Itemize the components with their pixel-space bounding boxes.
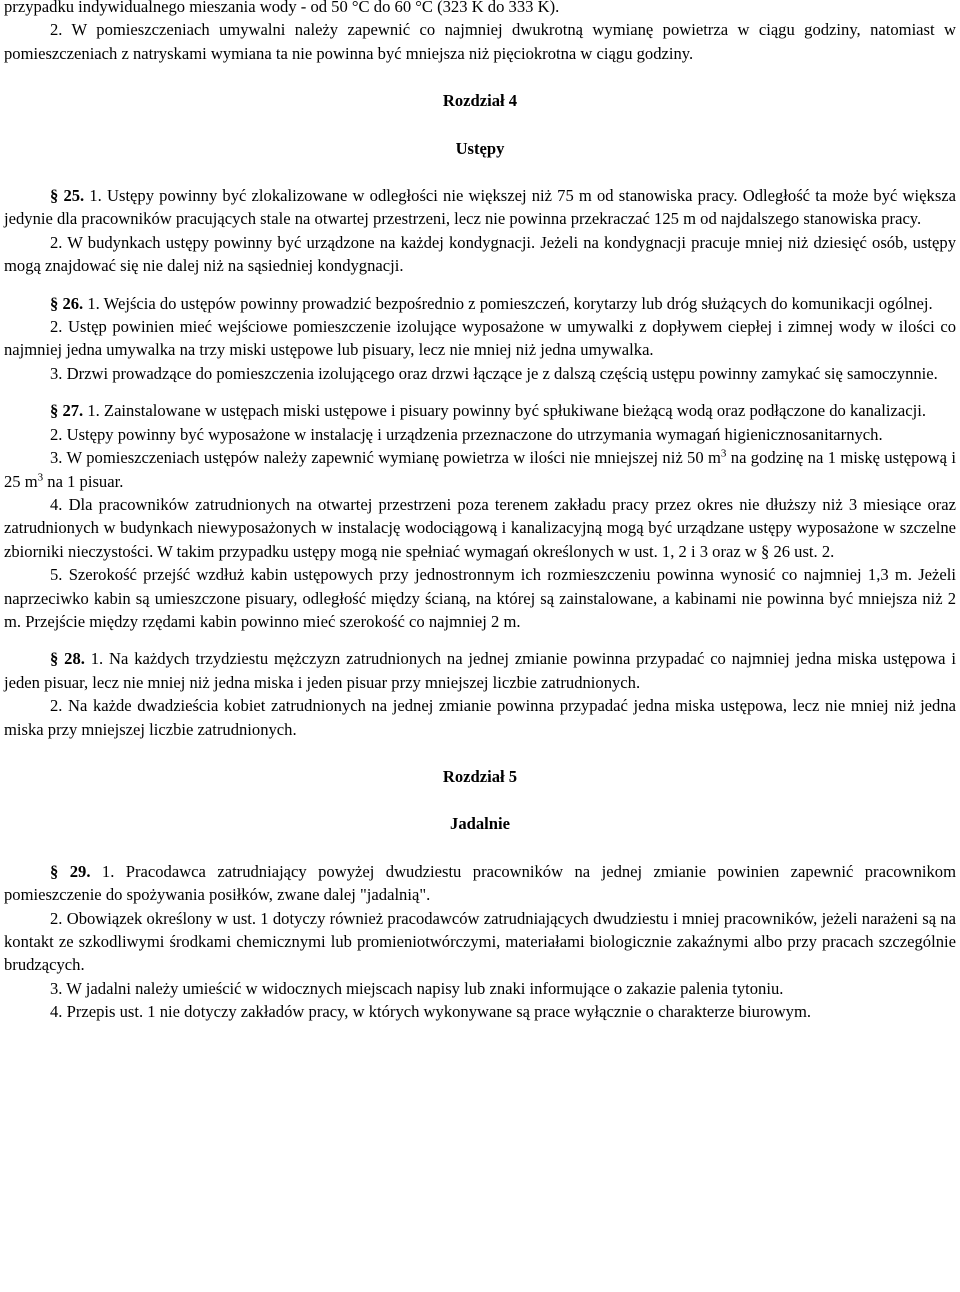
section-29-paragraph-2: 2. Obowiązek określony w ust. 1 dotyczy również pracodawców zatrudniających dwudziestu i mniej pracowników, jeżeli narażeni są na kontakt ze szkodliwymi środkami chemicznymi lub promieniotwórczymi, materiałami biologicznie zakaźnymi albo przy pracach szczególnie brudzących. xyxy=(4,908,956,975)
chapter-5-title: Rozdział 5 xyxy=(442,766,518,786)
spacer xyxy=(4,385,956,399)
section-28-number: § 28. xyxy=(50,649,85,669)
section-25-paragraph-2: 2. W budynkach ustępy powinny być urządzone na każdej kondygnacji. Jeżeli na kondygnacji pracuje mniej niż dziesięć osób, ustępy mogą znajdować się nie dalej niż na sąsiedniej kondygnacji. xyxy=(4,232,956,276)
spacer xyxy=(4,160,956,184)
document-page xyxy=(4,0,956,1024)
section-27-text-3c: na 1 pisuar. xyxy=(43,471,124,491)
section-26-paragraph-3: 3. Drzwi prowadzące do pomieszczenia izolującego oraz drzwi łączące je z dalszą częścią ustępu powinny zamykać się samoczynnie. xyxy=(50,363,938,383)
spacer xyxy=(4,788,956,812)
section-28-paragraph-2: 2. Na każde dwadzieścia kobiet zatrudnionych na jednej zmianie powinna przypadać jedna miska ustępowa, lecz nie mniej niż jedna miska przy mniejszej liczbie zatrudnionych. xyxy=(4,696,956,739)
section-27-number: § 27. xyxy=(50,401,84,421)
section-27-paragraph-1 xyxy=(4,399,956,422)
section-29-paragraph-4: 4. Przepis ust. 1 nie dotyczy zakładów pracy, w których wykonywane są prace wyłącznie o charakterze biurowym. xyxy=(50,1002,812,1022)
section-27-paragraph-4: 4. Dla pracowników zatrudnionych na otwartej przestrzeni poza terenem zakładu pracy przez okres nie dłuższy niż 3 miesiące oraz zatrudnionych w budynkach niewyposażonych w instalację wodociągową i kanalizacyjną mogą być urządzane ustępy wyposażone w szczelne zbiorniki nieczystości. W takim przypadku ustępy mogą nie spełniać wymagań określonych w ust. 1, 2 i 3 oraz w § 26 ust. 2. xyxy=(4,494,956,561)
section-27-text-3b: na godzinę na 1 miskę ustępową i 25 m xyxy=(4,448,956,491)
section-27-text-1: 1. Zainstalowane w ustępach miski ustępowe i pisuary powinny być spłukiwane bieżącą wodą oraz podłączone do kanalizacji. xyxy=(83,401,926,421)
section-27-paragraph-3 xyxy=(4,446,956,493)
section-27-text-3a: 3. W pomieszczeniach ustępów należy zapewnić wymianę powietrza w ilości nie mniejszej niż 50 m xyxy=(50,448,721,468)
paragraph-top-ventilation: 2. W pomieszczeniach umywalni należy zapewnić co najmniej dwukrotną wymianę powietrza w ciągu godziny, natomiast w pomieszczeniach z natryskami wymiana ta nie powinna być mniejsza niż pięciokrotna w ciągu godziny. xyxy=(4,20,956,63)
spacer xyxy=(4,65,956,89)
section-26-text-1: 1. Wejścia do ustępów powinny prowadzić bezpośrednio z pomieszczeń, korytarzy lub dróg służących do komunikacji ogólnej. xyxy=(83,293,933,313)
section-29-paragraph-1 xyxy=(4,860,956,907)
superscript-cubed: 3 xyxy=(37,470,44,483)
section-29-number: § 29. xyxy=(50,861,91,881)
paragraph-top-continuation: przypadku indywidualnego mieszania wody - od 50 °C do 60 °C (323 K do 333 K). xyxy=(4,0,560,16)
spacer xyxy=(4,113,956,137)
section-25-number: § 25. xyxy=(50,186,85,206)
section-27-paragraph-5: 5. Szerokość przejść wzdłuż kabin ustępowych przy jednostronnym ich rozmieszczeniu powinna wynosić co najmniej 1,3 m. Jeżeli naprzeciwko kabin są umieszczone pisuary, odległość między ścianą, na której są zainstalowane, a kabinami nie powinna być mniejsza niż 2 m. Przejście między rzędami kabin powinno mieć szerokość co najmniej 2 m. xyxy=(4,565,956,631)
section-26-paragraph-1 xyxy=(4,292,956,315)
chapter-4-subtitle: Ustępy xyxy=(455,138,505,158)
section-27-paragraph-2: 2. Ustępy powinny być wyposażone w instalację i urządzenia przeznaczone do utrzymania wymagań higienicznosanitarnych. xyxy=(50,424,883,444)
superscript-cubed: 3 xyxy=(720,447,727,460)
section-29-text-1: 1. Pracodawca zatrudniający powyżej dwudziestu pracowników na jednej zmianie powinien zapewnić pracownikom pomieszczenie do spożywania posiłków, zwane dalej "jadalnią". xyxy=(4,861,956,905)
spacer xyxy=(4,836,956,860)
spacer xyxy=(4,741,956,765)
chapter-4-title: Rozdział 4 xyxy=(442,91,518,111)
section-25-paragraph-1 xyxy=(4,184,956,231)
section-28-paragraph-1 xyxy=(4,647,956,694)
section-26-number: § 26. xyxy=(50,293,84,313)
spacer xyxy=(4,633,956,647)
section-25-text-1: 1. Ustępy powinny być zlokalizowane w odległości nie większej niż 75 m od stanowiska pracy. Odległość ta może być większa jedynie dla pracowników pracujących stale na otwartej przestrzeni, lecz nie powinna przekraczać 125 m od najdalszego stanowiska pracy. xyxy=(4,186,957,229)
spacer xyxy=(4,278,956,292)
section-28-text-1: 1. Na każdych trzydziestu mężczyzn zatrudnionych na jednej zmianie powinna przypadać co najmniej jedna miska ustępowa i jeden pisuar, lecz nie mniej niż jedna miska i jeden pisuar przy mniejszej liczbie zatrudnionych. xyxy=(4,649,956,692)
chapter-5-subtitle: Jadalnie xyxy=(450,814,510,834)
section-29-paragraph-3: 3. W jadalni należy umieścić w widocznych miejscach napisy lub znaki informujące o zakazie palenia tytoniu. xyxy=(50,978,784,998)
section-26-paragraph-2: 2. Ustęp powinien mieć wejściowe pomieszczenie izolujące wyposażone w umywalki z dopływem ciepłej i zimnej wody w ilości co najmniej jedna umywalka na trzy miski ustępowe lub pisuary, lecz nie mniej niż jedna umywalka. xyxy=(4,317,956,360)
